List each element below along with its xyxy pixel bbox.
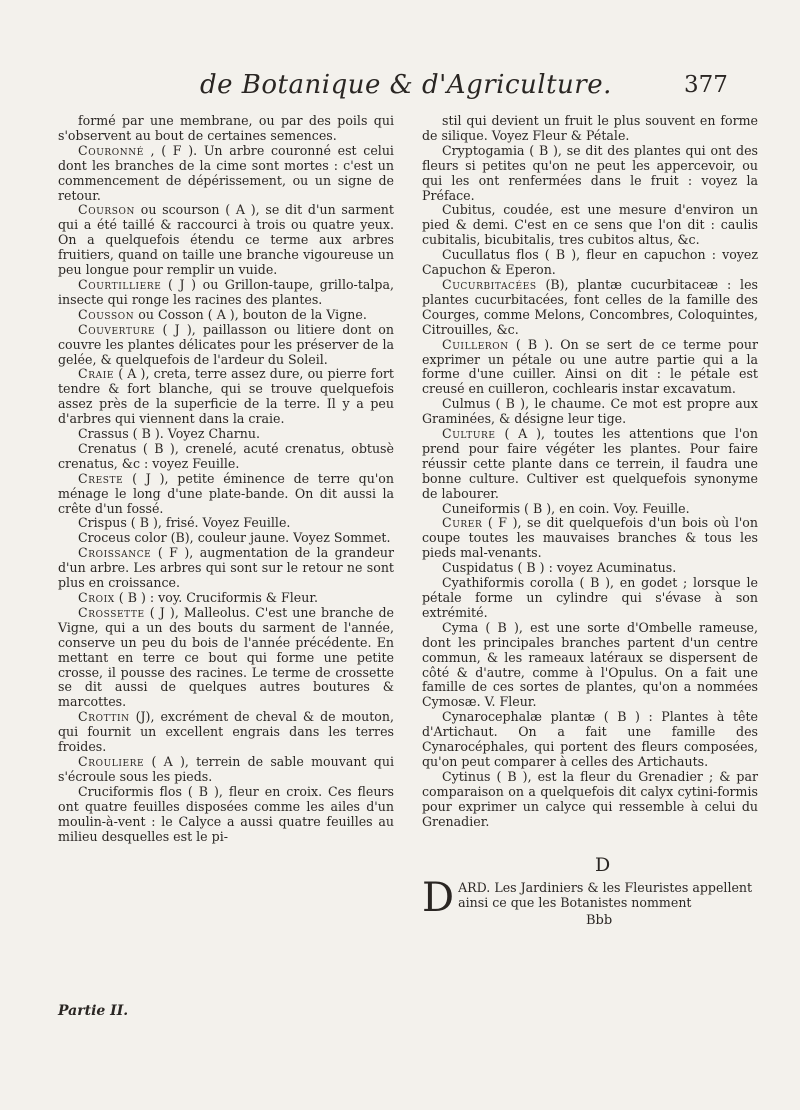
entry-post: en coin. Voy. Feuille.: [559, 500, 690, 516]
dictionary-entry: [58, 755, 394, 785]
entry-mark: ( F ),: [157, 545, 194, 561]
dictionary-entry: [58, 710, 394, 755]
dictionary-entry: [58, 606, 394, 710]
dictionary-entry: [422, 621, 758, 710]
dictionary-entry: [58, 427, 394, 442]
entry-mark: ou scourson ( A ),: [140, 202, 260, 218]
part-label: Partie II.: [58, 1003, 129, 1019]
entry-post: se dit quelquefois d'un bois où l'on coupe toutes les mauvaises branches & tous les pieds mal-venants.: [422, 515, 758, 561]
right-column: [422, 114, 758, 830]
dictionary-entry: [58, 367, 394, 427]
entry-post: frisé. Voyez Feuille.: [165, 515, 291, 531]
entry-mark: Crassus ( B ).: [78, 426, 164, 442]
entry-pre: formé par une membrane, ou par des poils qui s'observent au bout de certaines semences.: [58, 113, 394, 143]
entry-post: le chaume. Ce mot est propre aux Graminées, & désigne leur tige.: [422, 396, 758, 427]
dictionary-entry: [422, 502, 758, 517]
dictionary-entry: [58, 591, 394, 606]
entry-term: Craie: [78, 366, 115, 382]
dictionary-entry: [58, 785, 394, 845]
entry-mark: Cruciformis flos ( B ),: [78, 783, 223, 799]
dictionary-entry: [58, 114, 394, 144]
entry-text: Les Jardiniers & les Fleuristes appellent ainsi ce que les Botanistes nomment: [458, 880, 753, 910]
entry-term: Curer: [442, 515, 483, 531]
entry-post: couleur jaune. Voyez Sommet.: [197, 530, 391, 546]
dictionary-entry: [422, 710, 758, 770]
entry-post: Voyez Charnu.: [167, 426, 261, 442]
entry-term: Croix: [78, 590, 115, 605]
entry-term: Crouliere: [78, 753, 145, 769]
entry-term: Couverture: [78, 321, 156, 337]
dictionary-entry: [58, 546, 394, 591]
entry-post: terre assez dure, ou pierre fort tendre & fort blanche, qui se trouve quelquefois assez près de la superficie de la terre. Il y a peu d'arbres qui viennent dans la craie.: [58, 366, 394, 427]
entry-post: augmentation de la grandeur d'un arbre. Les arbres qui sont sur le retour ne sont plus en croissance.: [58, 545, 394, 591]
dictionary-entry: [58, 323, 394, 368]
entry-mark: Cyma ( B ),: [442, 619, 523, 635]
entry-mark: Croceus color (B),: [78, 530, 194, 546]
page-number: 377: [684, 72, 728, 98]
entry-post: fleur en croix. Ces fleurs ont quatre feuilles disposées comme les ailes d'un moulin-à-vent : le Calyce a aussi quatre feuilles au milieu desquelles est le pi-: [58, 783, 394, 844]
dictionary-entry: [422, 427, 758, 502]
entry-mark: Crispus ( B ),: [78, 515, 162, 531]
entry-mark: Cuneiformis ( B ),: [442, 500, 556, 516]
entry-mark: Cytinus ( B ),: [442, 768, 532, 784]
entry-mark: ( F ),: [487, 515, 522, 531]
dictionary-entry: [422, 114, 758, 144]
dictionary-entry: [422, 576, 758, 621]
entry-post: fleur en capuchon : voyez Capuchon & Eperon.: [422, 247, 759, 278]
dictionary-entry: [422, 203, 758, 248]
entry-post: Un arbre couronné est celui dont les branches de la cime sont mortes : c'est un commencement de dépérissement, ou un signe de retour.: [58, 142, 394, 203]
entry-mark: Cryptogamia ( B ),: [442, 142, 562, 158]
entry-post: On se sert de ce terme pour exprimer un pétale ou une autre partie qui a la forme d'une cuiller. Ainsi on dit : le pétale est creusé en cuilleron, cochlearis instar excavatum.: [422, 336, 758, 397]
dictionary-entry: [58, 278, 394, 308]
dictionary-entry: [422, 770, 758, 830]
drop-capital: D: [422, 875, 455, 921]
entry-term: Culture: [442, 426, 496, 442]
entry-post: toutes les attentions que l'on prend pour faire végéter les plantes. Pour faire réussir cette plante dans ce terrein, il faudra une bonne culture. Cultiver est quelquefois synonyme de labourer.: [422, 426, 759, 501]
dictionary-entry: [58, 442, 394, 472]
running-title: de Botanique & d'Agriculture.: [200, 70, 612, 100]
entry-mark: ou Cosson ( A ),: [138, 306, 239, 322]
entry-mark: ( J ) ou Grillon-taupe, grillo-talpa,: [168, 276, 394, 292]
entry-term: Crottin: [78, 709, 130, 725]
entry-post: se dit des plantes qui ont des fleurs si petites qu'on ne peut les appercevoir, ou qui les ont renfermées dans le fruit : voyez la Préface.: [422, 142, 758, 203]
dictionary-entry: [422, 144, 758, 204]
entry-mark: ( J ),: [162, 321, 196, 337]
dictionary-entry: [58, 472, 394, 517]
entry-mark: Cubitus,: [442, 202, 496, 218]
entry-mark: Culmus ( B ),: [442, 396, 530, 412]
dictionary-entry: [58, 516, 394, 531]
entry-mark: ( J ), Malleolus.: [149, 604, 251, 620]
entry-mark: ( B ).: [515, 336, 554, 352]
section-letter: D: [595, 854, 611, 876]
entry-term: Croissance: [78, 545, 152, 561]
entry-post: petite éminence de terre qu'on ménage le long d'une plate-bande. On dit aussi la crête d'un fossé.: [58, 470, 394, 516]
entry-pre: stil qui devient un fruit le plus souvent en forme de silique. Voyez Fleur & Pétale.: [422, 113, 758, 143]
entry-term: ARD.: [458, 880, 491, 895]
entry-mark: (B), plantæ cucurbitaceæ :: [545, 276, 732, 292]
entry-post: coudée, est une mesure d'environ un pied & demi. C'est en ce sens que l'on dit : caulis cubitalis, bicubitalis, tres cubitos altus, &c.: [422, 202, 758, 248]
entry-post: en godet ; lorsque le pétale forme un cylindre qui s'évase à son extrémité.: [422, 575, 758, 620]
entry-term: Courson: [78, 202, 135, 218]
entry-post: bouton de la Vigne.: [242, 306, 367, 322]
left-column: [58, 114, 394, 844]
entry-mark: Cuspidatus ( B ) :: [442, 560, 553, 576]
dictionary-entry: [58, 203, 394, 278]
entry-mark: Cyathiformis corolla ( B ),: [442, 575, 615, 591]
entry-mark: ( B ) : voy. Cruciformis & Fleur.: [118, 590, 318, 605]
dictionary-entry: [422, 516, 758, 561]
entry-mark: Cucullatus flos ( B ),: [442, 247, 581, 263]
entry-post: Plantes à tête d'Artichaut. On a fait une famille des Cynarocéphales, qui portent des fleurs composées, qu'on peut comparer à celles des Artichauts.: [422, 709, 758, 769]
entry-post: insecte qui ronge les racines des plantes.: [58, 291, 323, 307]
page-header: [0, 70, 800, 104]
entry-mark: ( A ), creta,: [118, 366, 191, 382]
entry-mark: ( J ),: [132, 470, 169, 486]
entry-post: les plantes cucurbitacées, font celles de la famille des Courges, comme Melons, Concombres, Coloquintes, Citrouilles, &c.: [422, 276, 758, 337]
entry-term: Cucurbitacées: [442, 276, 537, 292]
entry-term: Creste: [78, 470, 124, 486]
entry-mark: ( A ),: [151, 753, 189, 769]
entry-mark: (J),: [135, 709, 155, 725]
dictionary-entry: [422, 338, 758, 398]
entry-post: terrein de sable mouvant qui s'écroule sous les pieds.: [58, 753, 394, 784]
entry-term: Courtilliere: [78, 276, 162, 292]
dictionary-entry: [422, 397, 758, 427]
entry-mark: Cynarocephalæ plantæ ( B ) :: [442, 709, 653, 725]
entry-post: C'est une branche de Vigne, qui a un des bouts du sarment de l'année, conserve un peu du bois de l'année précédente. En mettant en terre ce bout qui forme une petite crosse, il pousse des racines. Le terme de crossette se dit aussi de quelques autres boutures & marcottes.: [58, 604, 394, 710]
entry-post: est une sorte d'Ombelle rameuse, dont les principales branches partent d'un centre commun, & les rameaux latéraux se dispersent de côté & d'autre, comme à l'Opulus. On a fait une famille de ces sortes de plantes, qu'on a nommées Cymosæ. V. Fleur.: [422, 619, 758, 710]
dictionary-entry: [422, 248, 758, 278]
entry-term: Cuilleron: [442, 336, 509, 352]
entry-mark: ( A ),: [504, 426, 545, 442]
entry-post: crenelé, acuté crenatus, obtusè crenatus, &c : voyez Feuille.: [58, 440, 394, 471]
entry-term: Crossette: [78, 604, 145, 620]
entry-post: est la fleur du Grenadier ; & par comparaison on a quelquefois dit calyx cytini-formis pour exprimer un calyce qui ressemble à celui du Grenadier.: [422, 768, 758, 829]
entry-post: paillasson ou litiere dont on couvre les plantes délicates pour les préserver de la gelée, & quelquefois de l'ardeur du Soleil.: [58, 321, 394, 367]
dictionary-entry: [58, 144, 394, 204]
entry-term: Cousson: [78, 306, 135, 322]
entry-post: voyez Acuminatus.: [556, 560, 677, 576]
dictionary-entry: [422, 278, 758, 338]
entry-mark: Crenatus ( B ),: [78, 440, 179, 456]
dictionary-entry: [58, 308, 394, 323]
dictionary-entry: [58, 531, 394, 546]
entry-term: Couronné: [78, 142, 144, 158]
entry-mark: , ( F ).: [150, 142, 198, 158]
signature-mark: Bbb: [586, 913, 613, 928]
entry-post: excrément de cheval & de mouton, qui fournit un excellent engrais dans les terres froides.: [58, 709, 394, 755]
dictionary-entry: [422, 561, 758, 576]
entry-post: se dit d'un sarment qui a été taillé & raccourci à trois ou quatre yeux. On a quelquefois étendu ce terme aux arbres fruitiers, quand on taille une branche vigoureuse un peu longue pour remplir un vuide.: [58, 202, 394, 278]
